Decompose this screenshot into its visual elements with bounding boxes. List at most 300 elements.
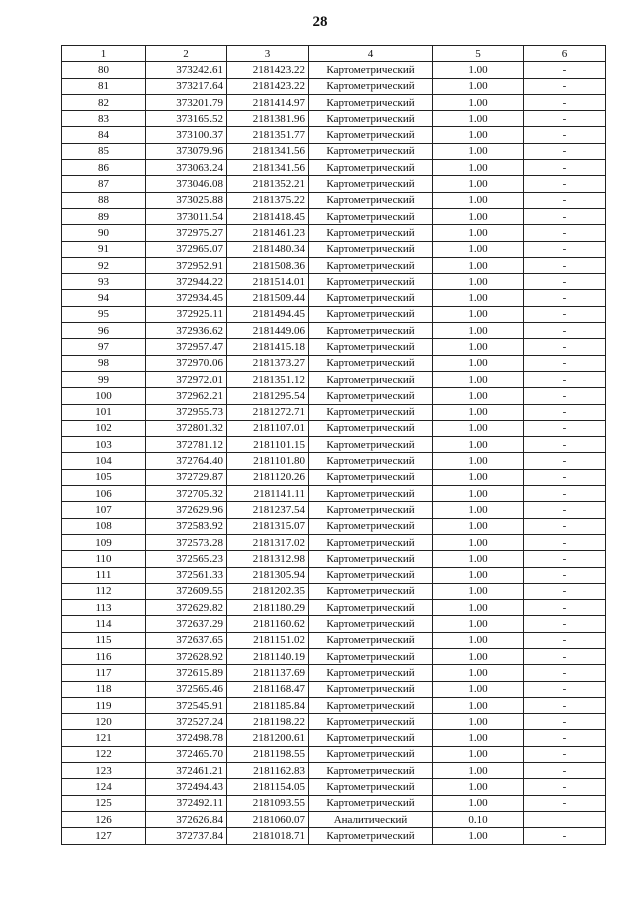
table-row bbox=[62, 502, 606, 518]
y-coordinate-cell: 2181414.97 bbox=[227, 94, 309, 110]
y-coordinate-cell: 2181180.29 bbox=[227, 600, 309, 616]
y-coordinate-cell: 2181198.55 bbox=[227, 746, 309, 762]
y-coordinate-cell: 2181373.27 bbox=[227, 355, 309, 371]
note-cell: - bbox=[524, 420, 606, 436]
x-coordinate-cell: 372561.33 bbox=[146, 567, 227, 583]
note-cell: - bbox=[524, 600, 606, 616]
method-cell: Аналитический bbox=[309, 811, 433, 827]
point-number-cell: 126 bbox=[62, 811, 146, 827]
accuracy-cell: 1.00 bbox=[433, 404, 524, 420]
accuracy-cell: 1.00 bbox=[433, 208, 524, 224]
x-coordinate-cell: 373025.88 bbox=[146, 192, 227, 208]
point-number-cell: 85 bbox=[62, 143, 146, 159]
point-number-cell: 101 bbox=[62, 404, 146, 420]
point-number-cell: 84 bbox=[62, 127, 146, 143]
table-row bbox=[62, 763, 606, 779]
x-coordinate-cell: 372801.32 bbox=[146, 420, 227, 436]
method-cell: Картометрический bbox=[309, 534, 433, 550]
method-cell: Картометрический bbox=[309, 518, 433, 534]
note-cell: - bbox=[524, 746, 606, 762]
accuracy-cell: 1.00 bbox=[433, 143, 524, 159]
accuracy-cell: 1.00 bbox=[433, 371, 524, 387]
point-number-cell: 91 bbox=[62, 241, 146, 257]
note-cell: - bbox=[524, 127, 606, 143]
table-row bbox=[62, 371, 606, 387]
note-cell: - bbox=[524, 371, 606, 387]
method-cell: Картометрический bbox=[309, 78, 433, 94]
point-number-cell: 109 bbox=[62, 534, 146, 550]
x-coordinate-cell: 372955.73 bbox=[146, 404, 227, 420]
point-number-cell: 124 bbox=[62, 779, 146, 795]
point-number-cell: 127 bbox=[62, 828, 146, 844]
method-cell: Картометрический bbox=[309, 632, 433, 648]
table-body bbox=[62, 62, 606, 844]
point-number-cell: 93 bbox=[62, 274, 146, 290]
y-coordinate-cell: 2181093.55 bbox=[227, 795, 309, 811]
method-cell: Картометрический bbox=[309, 469, 433, 485]
x-coordinate-cell: 372465.70 bbox=[146, 746, 227, 762]
accuracy-cell: 1.00 bbox=[433, 388, 524, 404]
note-cell: - bbox=[524, 306, 606, 322]
table-row bbox=[62, 486, 606, 502]
x-coordinate-cell: 372925.11 bbox=[146, 306, 227, 322]
x-coordinate-cell: 372965.07 bbox=[146, 241, 227, 257]
y-coordinate-cell: 2181351.77 bbox=[227, 127, 309, 143]
note-cell: - bbox=[524, 551, 606, 567]
y-coordinate-cell: 2181352.21 bbox=[227, 176, 309, 192]
x-coordinate-cell: 372944.22 bbox=[146, 274, 227, 290]
x-coordinate-cell: 372975.27 bbox=[146, 225, 227, 241]
table-row bbox=[62, 339, 606, 355]
y-coordinate-cell: 2181423.22 bbox=[227, 62, 309, 78]
point-number-cell: 83 bbox=[62, 111, 146, 127]
table-header-row bbox=[62, 46, 606, 62]
accuracy-cell: 1.00 bbox=[433, 176, 524, 192]
note-cell: - bbox=[524, 160, 606, 176]
note-cell: - bbox=[524, 274, 606, 290]
accuracy-cell: 1.00 bbox=[433, 795, 524, 811]
table-row bbox=[62, 681, 606, 697]
accuracy-cell: 1.00 bbox=[433, 763, 524, 779]
note-cell: - bbox=[524, 323, 606, 339]
table-row bbox=[62, 616, 606, 632]
y-coordinate-cell: 2181480.34 bbox=[227, 241, 309, 257]
method-cell: Картометрический bbox=[309, 143, 433, 159]
accuracy-cell: 1.00 bbox=[433, 160, 524, 176]
x-coordinate-cell: 372626.84 bbox=[146, 811, 227, 827]
point-number-cell: 94 bbox=[62, 290, 146, 306]
table-row bbox=[62, 730, 606, 746]
y-coordinate-cell: 2181449.06 bbox=[227, 323, 309, 339]
table-row bbox=[62, 355, 606, 371]
note-cell: - bbox=[524, 648, 606, 664]
x-coordinate-cell: 372565.23 bbox=[146, 551, 227, 567]
y-coordinate-cell: 2181162.83 bbox=[227, 763, 309, 779]
accuracy-cell: 1.00 bbox=[433, 62, 524, 78]
table-row bbox=[62, 143, 606, 159]
method-cell: Картометрический bbox=[309, 648, 433, 664]
point-number-cell: 122 bbox=[62, 746, 146, 762]
method-cell: Картометрический bbox=[309, 583, 433, 599]
point-number-cell: 117 bbox=[62, 665, 146, 681]
method-cell: Картометрический bbox=[309, 551, 433, 567]
accuracy-cell: 1.00 bbox=[433, 648, 524, 664]
table-row bbox=[62, 323, 606, 339]
method-cell: Картометрический bbox=[309, 127, 433, 143]
x-coordinate-cell: 372962.21 bbox=[146, 388, 227, 404]
accuracy-cell: 1.00 bbox=[433, 518, 524, 534]
note-cell: - bbox=[524, 518, 606, 534]
method-cell: Картометрический bbox=[309, 828, 433, 844]
point-number-cell: 111 bbox=[62, 567, 146, 583]
note-cell: - bbox=[524, 616, 606, 632]
accuracy-cell: 1.00 bbox=[433, 502, 524, 518]
accuracy-cell: 1.00 bbox=[433, 583, 524, 599]
table-row bbox=[62, 274, 606, 290]
table-row bbox=[62, 160, 606, 176]
method-cell: Картометрический bbox=[309, 763, 433, 779]
accuracy-cell: 0.10 bbox=[433, 811, 524, 827]
note-cell: - bbox=[524, 469, 606, 485]
x-coordinate-cell: 372527.24 bbox=[146, 714, 227, 730]
y-coordinate-cell: 2181018.71 bbox=[227, 828, 309, 844]
x-coordinate-cell: 372705.32 bbox=[146, 486, 227, 502]
x-coordinate-cell: 372461.21 bbox=[146, 763, 227, 779]
table-row bbox=[62, 127, 606, 143]
column-header: 1 bbox=[62, 46, 146, 62]
accuracy-cell: 1.00 bbox=[433, 94, 524, 110]
note-cell: - bbox=[524, 78, 606, 94]
note-cell: - bbox=[524, 779, 606, 795]
point-number-cell: 81 bbox=[62, 78, 146, 94]
method-cell: Картометрический bbox=[309, 404, 433, 420]
x-coordinate-cell: 372637.29 bbox=[146, 616, 227, 632]
point-number-cell: 86 bbox=[62, 160, 146, 176]
column-header: 6 bbox=[524, 46, 606, 62]
table-row bbox=[62, 811, 606, 827]
accuracy-cell: 1.00 bbox=[433, 111, 524, 127]
point-number-cell: 106 bbox=[62, 486, 146, 502]
note-cell: - bbox=[524, 453, 606, 469]
method-cell: Картометрический bbox=[309, 388, 433, 404]
method-cell: Картометрический bbox=[309, 274, 433, 290]
x-coordinate-cell: 372934.45 bbox=[146, 290, 227, 306]
note-cell: - bbox=[524, 176, 606, 192]
note-cell: - bbox=[524, 355, 606, 371]
note-cell: - bbox=[524, 241, 606, 257]
table-row bbox=[62, 600, 606, 616]
method-cell: Картометрический bbox=[309, 486, 433, 502]
accuracy-cell: 1.00 bbox=[433, 437, 524, 453]
accuracy-cell: 1.00 bbox=[433, 779, 524, 795]
y-coordinate-cell: 2181341.56 bbox=[227, 160, 309, 176]
method-cell: Картометрический bbox=[309, 290, 433, 306]
note-cell: - bbox=[524, 339, 606, 355]
method-cell: Картометрический bbox=[309, 567, 433, 583]
x-coordinate-cell: 372952.91 bbox=[146, 257, 227, 273]
note-cell: - bbox=[524, 225, 606, 241]
y-coordinate-cell: 2181315.07 bbox=[227, 518, 309, 534]
method-cell: Картометрический bbox=[309, 355, 433, 371]
y-coordinate-cell: 2181200.61 bbox=[227, 730, 309, 746]
accuracy-cell: 1.00 bbox=[433, 355, 524, 371]
x-coordinate-cell: 372498.78 bbox=[146, 730, 227, 746]
y-coordinate-cell: 2181305.94 bbox=[227, 567, 309, 583]
point-number-cell: 105 bbox=[62, 469, 146, 485]
accuracy-cell: 1.00 bbox=[433, 486, 524, 502]
x-coordinate-cell: 372629.96 bbox=[146, 502, 227, 518]
method-cell: Картометрический bbox=[309, 730, 433, 746]
x-coordinate-cell: 372936.62 bbox=[146, 323, 227, 339]
table-row bbox=[62, 779, 606, 795]
x-coordinate-cell: 372970.06 bbox=[146, 355, 227, 371]
x-coordinate-cell: 373217.64 bbox=[146, 78, 227, 94]
method-cell: Картометрический bbox=[309, 323, 433, 339]
table-row bbox=[62, 746, 606, 762]
table-row bbox=[62, 62, 606, 78]
point-number-cell: 104 bbox=[62, 453, 146, 469]
accuracy-cell: 1.00 bbox=[433, 746, 524, 762]
method-cell: Картометрический bbox=[309, 437, 433, 453]
y-coordinate-cell: 2181418.45 bbox=[227, 208, 309, 224]
accuracy-cell: 1.00 bbox=[433, 339, 524, 355]
method-cell: Картометрический bbox=[309, 225, 433, 241]
x-coordinate-cell: 372628.92 bbox=[146, 648, 227, 664]
accuracy-cell: 1.00 bbox=[433, 306, 524, 322]
point-number-cell: 107 bbox=[62, 502, 146, 518]
table-row bbox=[62, 551, 606, 567]
accuracy-cell: 1.00 bbox=[433, 274, 524, 290]
point-number-cell: 118 bbox=[62, 681, 146, 697]
point-number-cell: 80 bbox=[62, 62, 146, 78]
method-cell: Картометрический bbox=[309, 681, 433, 697]
column-header: 5 bbox=[433, 46, 524, 62]
point-number-cell: 112 bbox=[62, 583, 146, 599]
table-row bbox=[62, 828, 606, 844]
y-coordinate-cell: 2181137.69 bbox=[227, 665, 309, 681]
accuracy-cell: 1.00 bbox=[433, 225, 524, 241]
point-number-cell: 114 bbox=[62, 616, 146, 632]
note-cell: - bbox=[524, 697, 606, 713]
method-cell: Картометрический bbox=[309, 257, 433, 273]
method-cell: Картометрический bbox=[309, 339, 433, 355]
point-number-cell: 102 bbox=[62, 420, 146, 436]
table-row bbox=[62, 94, 606, 110]
y-coordinate-cell: 2181514.01 bbox=[227, 274, 309, 290]
accuracy-cell: 1.00 bbox=[433, 828, 524, 844]
point-number-cell: 113 bbox=[62, 600, 146, 616]
point-number-cell: 88 bbox=[62, 192, 146, 208]
table-row bbox=[62, 665, 606, 681]
table-row bbox=[62, 306, 606, 322]
column-header: 2 bbox=[146, 46, 227, 62]
note-cell: - bbox=[524, 583, 606, 599]
note-cell: - bbox=[524, 795, 606, 811]
y-coordinate-cell: 2181101.15 bbox=[227, 437, 309, 453]
method-cell: Картометрический bbox=[309, 665, 433, 681]
note-cell: - bbox=[524, 437, 606, 453]
table-row bbox=[62, 714, 606, 730]
y-coordinate-cell: 2181120.26 bbox=[227, 469, 309, 485]
y-coordinate-cell: 2181168.47 bbox=[227, 681, 309, 697]
note-cell: - bbox=[524, 290, 606, 306]
table-row bbox=[62, 437, 606, 453]
y-coordinate-cell: 2181185.84 bbox=[227, 697, 309, 713]
y-coordinate-cell: 2181107.01 bbox=[227, 420, 309, 436]
y-coordinate-cell: 2181141.11 bbox=[227, 486, 309, 502]
method-cell: Картометрический bbox=[309, 779, 433, 795]
accuracy-cell: 1.00 bbox=[433, 730, 524, 746]
accuracy-cell: 1.00 bbox=[433, 665, 524, 681]
note-cell: - bbox=[524, 192, 606, 208]
y-coordinate-cell: 2181160.62 bbox=[227, 616, 309, 632]
point-number-cell: 120 bbox=[62, 714, 146, 730]
method-cell: Картометрический bbox=[309, 697, 433, 713]
accuracy-cell: 1.00 bbox=[433, 420, 524, 436]
point-number-cell: 87 bbox=[62, 176, 146, 192]
note-cell: - bbox=[524, 94, 606, 110]
table-row bbox=[62, 111, 606, 127]
y-coordinate-cell: 2181198.22 bbox=[227, 714, 309, 730]
accuracy-cell: 1.00 bbox=[433, 241, 524, 257]
x-coordinate-cell: 372737.84 bbox=[146, 828, 227, 844]
note-cell: - bbox=[524, 208, 606, 224]
method-cell: Картометрический bbox=[309, 241, 433, 257]
y-coordinate-cell: 2181151.02 bbox=[227, 632, 309, 648]
x-coordinate-cell: 373079.96 bbox=[146, 143, 227, 159]
table-row bbox=[62, 518, 606, 534]
y-coordinate-cell: 2181423.22 bbox=[227, 78, 309, 94]
note-cell: - bbox=[524, 763, 606, 779]
table-row bbox=[62, 583, 606, 599]
method-cell: Картометрический bbox=[309, 420, 433, 436]
table-row bbox=[62, 208, 606, 224]
table-row bbox=[62, 534, 606, 550]
accuracy-cell: 1.00 bbox=[433, 551, 524, 567]
table-row bbox=[62, 420, 606, 436]
y-coordinate-cell: 2181295.54 bbox=[227, 388, 309, 404]
note-cell: - bbox=[524, 714, 606, 730]
point-number-cell: 82 bbox=[62, 94, 146, 110]
note-cell: - bbox=[524, 111, 606, 127]
table-row bbox=[62, 469, 606, 485]
y-coordinate-cell: 2181341.56 bbox=[227, 143, 309, 159]
point-number-cell: 96 bbox=[62, 323, 146, 339]
table-row bbox=[62, 697, 606, 713]
x-coordinate-cell: 372637.65 bbox=[146, 632, 227, 648]
y-coordinate-cell: 2181060.07 bbox=[227, 811, 309, 827]
note-cell: - bbox=[524, 730, 606, 746]
note-cell: - bbox=[524, 143, 606, 159]
x-coordinate-cell: 372583.92 bbox=[146, 518, 227, 534]
page-number: 28 bbox=[312, 14, 328, 30]
table-row bbox=[62, 257, 606, 273]
method-cell: Картометрический bbox=[309, 94, 433, 110]
accuracy-cell: 1.00 bbox=[433, 453, 524, 469]
point-number-cell: 89 bbox=[62, 208, 146, 224]
note-cell: - bbox=[524, 257, 606, 273]
x-coordinate-cell: 373063.24 bbox=[146, 160, 227, 176]
column-header: 4 bbox=[309, 46, 433, 62]
accuracy-cell: 1.00 bbox=[433, 632, 524, 648]
note-cell: - bbox=[524, 828, 606, 844]
method-cell: Картометрический bbox=[309, 62, 433, 78]
accuracy-cell: 1.00 bbox=[433, 323, 524, 339]
accuracy-cell: 1.00 bbox=[433, 600, 524, 616]
table-row bbox=[62, 453, 606, 469]
accuracy-cell: 1.00 bbox=[433, 681, 524, 697]
point-number-cell: 92 bbox=[62, 257, 146, 273]
y-coordinate-cell: 2181140.19 bbox=[227, 648, 309, 664]
method-cell: Картометрический bbox=[309, 371, 433, 387]
x-coordinate-cell: 373011.54 bbox=[146, 208, 227, 224]
point-number-cell: 103 bbox=[62, 437, 146, 453]
accuracy-cell: 1.00 bbox=[433, 697, 524, 713]
table-row bbox=[62, 176, 606, 192]
coordinates-table bbox=[61, 45, 606, 845]
y-coordinate-cell: 2181375.22 bbox=[227, 192, 309, 208]
method-cell: Картометрический bbox=[309, 111, 433, 127]
point-number-cell: 108 bbox=[62, 518, 146, 534]
method-cell: Картометрический bbox=[309, 453, 433, 469]
point-number-cell: 110 bbox=[62, 551, 146, 567]
method-cell: Картометрический bbox=[309, 746, 433, 762]
y-coordinate-cell: 2181154.05 bbox=[227, 779, 309, 795]
y-coordinate-cell: 2181237.54 bbox=[227, 502, 309, 518]
x-coordinate-cell: 372615.89 bbox=[146, 665, 227, 681]
accuracy-cell: 1.00 bbox=[433, 469, 524, 485]
x-coordinate-cell: 373165.52 bbox=[146, 111, 227, 127]
x-coordinate-cell: 372729.87 bbox=[146, 469, 227, 485]
y-coordinate-cell: 2181101.80 bbox=[227, 453, 309, 469]
note-cell: - bbox=[524, 632, 606, 648]
accuracy-cell: 1.00 bbox=[433, 714, 524, 730]
table-row bbox=[62, 290, 606, 306]
method-cell: Картометрический bbox=[309, 600, 433, 616]
accuracy-cell: 1.00 bbox=[433, 534, 524, 550]
point-number-cell: 97 bbox=[62, 339, 146, 355]
x-coordinate-cell: 372781.12 bbox=[146, 437, 227, 453]
point-number-cell: 90 bbox=[62, 225, 146, 241]
x-coordinate-cell: 372609.55 bbox=[146, 583, 227, 599]
x-coordinate-cell: 372629.82 bbox=[146, 600, 227, 616]
table-row bbox=[62, 225, 606, 241]
column-header: 3 bbox=[227, 46, 309, 62]
x-coordinate-cell: 372492.11 bbox=[146, 795, 227, 811]
y-coordinate-cell: 2181494.45 bbox=[227, 306, 309, 322]
method-cell: Картометрический bbox=[309, 208, 433, 224]
y-coordinate-cell: 2181272.71 bbox=[227, 404, 309, 420]
table-row bbox=[62, 795, 606, 811]
table-row bbox=[62, 192, 606, 208]
table-row bbox=[62, 648, 606, 664]
y-coordinate-cell: 2181317.02 bbox=[227, 534, 309, 550]
accuracy-cell: 1.00 bbox=[433, 78, 524, 94]
note-cell: - bbox=[524, 62, 606, 78]
x-coordinate-cell: 372494.43 bbox=[146, 779, 227, 795]
note-cell: - bbox=[524, 567, 606, 583]
note-cell: - bbox=[524, 502, 606, 518]
method-cell: Картометрический bbox=[309, 616, 433, 632]
x-coordinate-cell: 372957.47 bbox=[146, 339, 227, 355]
point-number-cell: 99 bbox=[62, 371, 146, 387]
y-coordinate-cell: 2181461.23 bbox=[227, 225, 309, 241]
note-cell: - bbox=[524, 681, 606, 697]
x-coordinate-cell: 373046.08 bbox=[146, 176, 227, 192]
x-coordinate-cell: 373201.79 bbox=[146, 94, 227, 110]
note-cell: - bbox=[524, 486, 606, 502]
x-coordinate-cell: 372972.01 bbox=[146, 371, 227, 387]
